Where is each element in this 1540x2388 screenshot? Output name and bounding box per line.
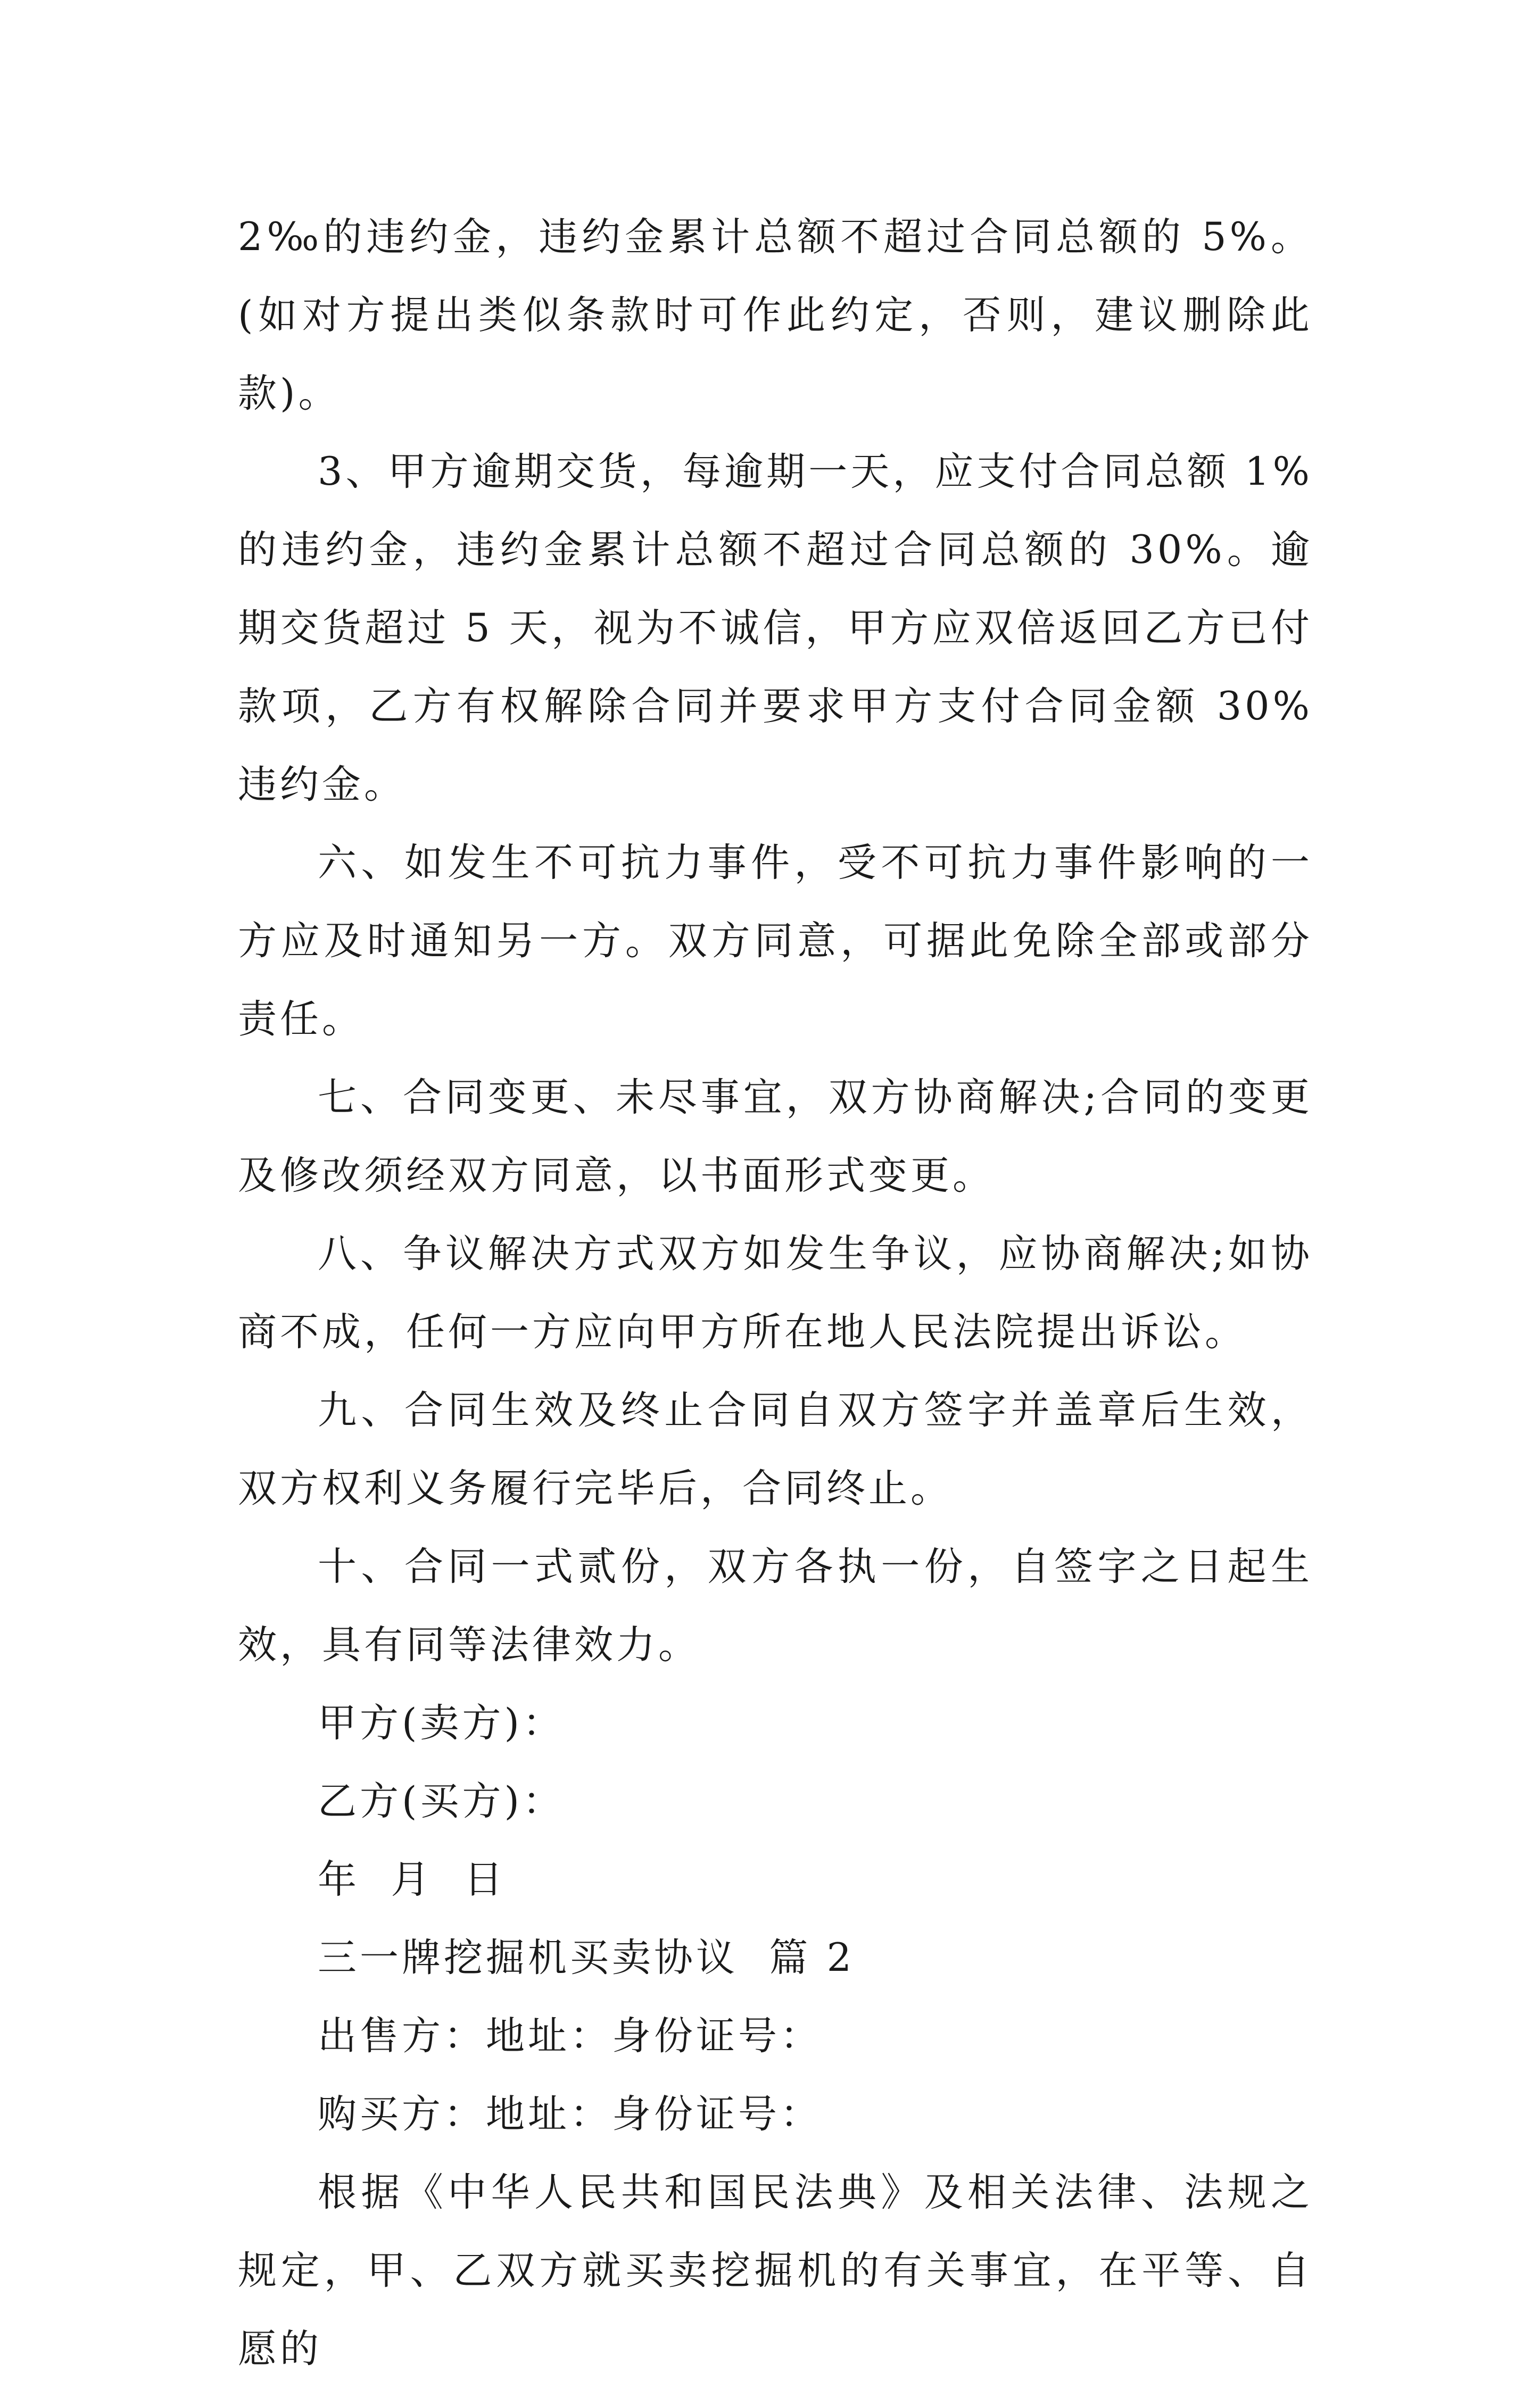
buyer-info-line: 购买方：地址：身份证号： — [318, 2092, 822, 2137]
seller-info-line: 出售方：地址：身份证号： — [318, 2013, 822, 2059]
paragraph-penalty-cap: 2‰的违约金，违约金累计总额不超过合同总额的 5%。(如对方提出类似条款时可作此约定，否则，建议删除此款)。 — [238, 214, 1313, 416]
date-line: 年 月 日 — [318, 1857, 506, 1902]
paragraph-copies: 十、合同一式贰份，双方各执一份，自签字之日起生效，具有同等法律效力。 — [238, 1544, 1313, 1668]
document-body — [238, 198, 1313, 2388]
paragraph-legal-basis: 根据《中华人民共和国民法典》及相关法律、法规之规定，甲、乙双方就买卖挖掘机的有关事宜，在平等、自愿的 — [238, 2170, 1313, 2372]
buyer-signature-label: 乙方(买方)： — [318, 1779, 565, 1824]
seller-signature-label: 甲方(卖方)： — [318, 1701, 565, 1746]
paragraph-dispute-resolution: 八、争议解决方式双方如发生争议，应协商解决;如协商不成，任何一方应向甲方所在地人民法院提出诉讼。 — [238, 1231, 1313, 1355]
paragraph-force-majeure: 六、如发生不可抗力事件，受不可抗力事件影响的一方应及时通知另一方。双方同意，可据此免除全部或部分责任。 — [238, 840, 1313, 1042]
paragraph-effect-termination: 九、合同生效及终止合同自双方签字并盖章后生效，双方权利义务履行完毕后，合同终止。 — [238, 1388, 1313, 1511]
paragraph-late-delivery: 3、甲方逾期交货，每逾期一天，应支付合同总额 1%的违约金，违约金累计总额不超过合同总额的 30%。逾期交货超过 5 天，视为不诚信，甲方应双倍返回乙方已付款项，乙方有权解除合同并要求甲方支付合同金额 30%违约金。 — [238, 449, 1313, 807]
section-title: 三一牌挖掘机买卖协议 篇 2 — [318, 1935, 855, 1980]
paragraph-contract-change: 七、合同变更、未尽事宜，双方协商解决;合同的变更及修改须经双方同意，以书面形式变更。 — [238, 1075, 1313, 1198]
